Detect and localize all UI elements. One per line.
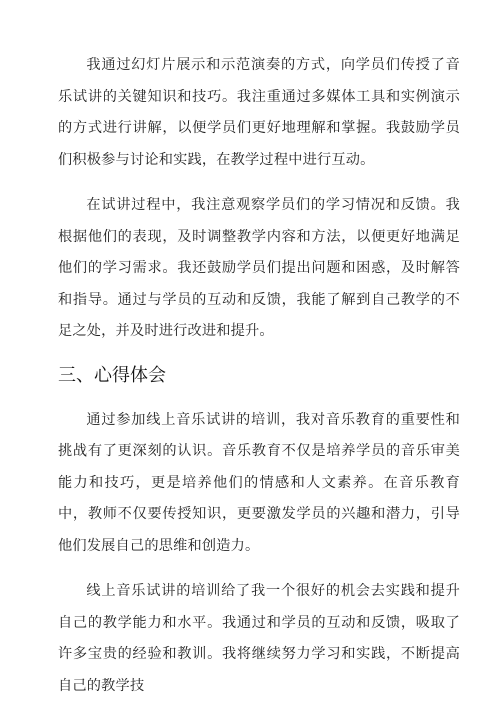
section-heading-reflections: 三、心得体会 xyxy=(58,364,166,386)
paragraph-training-opportunity: 线上音乐试讲的培训给了我一个很好的机会去实践和提升自己的教学能力和水平。我通过和学员的互动和反馈，吸取了许多宝贵的经验和教训。我将继续努力学习和实践，不断提高自己的教学技 xyxy=(58,583,460,694)
paragraph-trial-lecture-feedback: 在试讲过程中，我注意观察学员们的学习情况和反馈。我根据他们的表现，及时调整教学内容和方法，以便更好地满足他们的学习需求。我还鼓励学员们提出问题和困惑，及时解答和指导。通过与学员的互动和反馈，我能了解到自己教学的不足之处，并及时进行改进和提升。 xyxy=(58,197,460,339)
paragraph-teaching-method: 我通过幻灯片展示和示范演奏的方式，向学员们传授了音乐试讲的关键知识和技巧。我注重通过多媒体工具和实例演示的方式进行讲解，以便学员们更好地理解和掌握。我鼓励学员们积极参与讨论和实践，在教学过程中进行互动。 xyxy=(58,57,460,168)
paragraph-music-education-insight: 通过参加线上音乐试讲的培训，我对音乐教育的重要性和挑战有了更深刻的认识。音乐教育不仅是培养学员的音乐审美能力和技巧，更是培养他们的情感和人文素养。在音乐教育中，教师不仅要传授知识，更要激发学员的兴趣和潜力，引导他们发展自己的思维和创造力。 xyxy=(58,411,460,554)
